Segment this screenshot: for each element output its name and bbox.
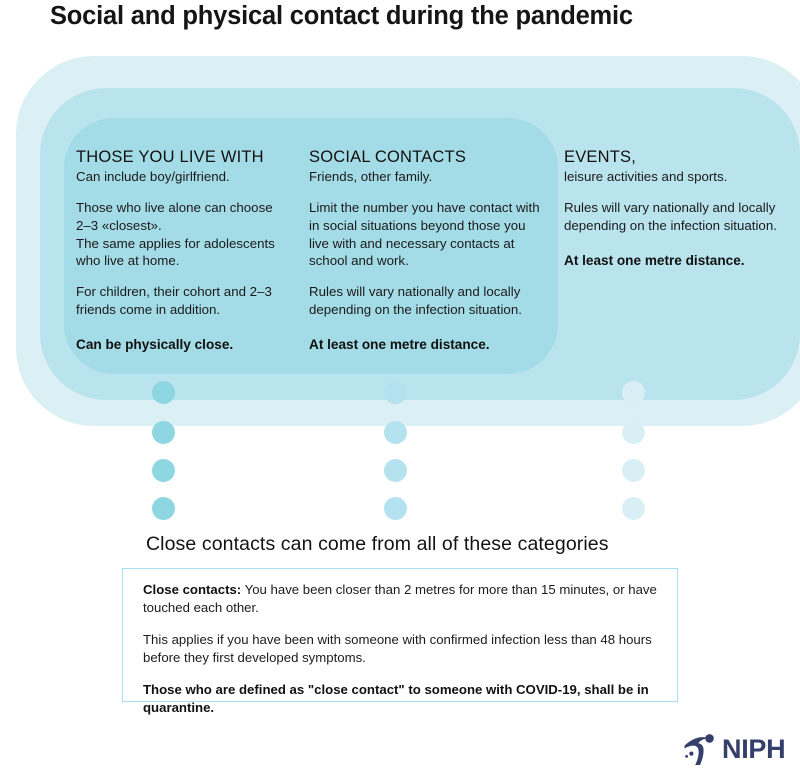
column-subtitle: leisure activities and sports. <box>564 169 728 185</box>
close-contacts-heading: Close contacts can come from all of these categories <box>146 533 609 555</box>
column-emphasis: At least one metre distance. <box>309 336 490 352</box>
column-paragraph: For children, their cohort and 2–3 friends come in addition. <box>76 284 272 317</box>
close-contacts-box <box>122 568 678 715</box>
column-those-you-live-with <box>76 148 288 354</box>
column-paragraph: Rules will vary nationally and locally depending on the infection situation. <box>564 199 777 233</box>
category-dot <box>384 497 407 520</box>
category-dot <box>384 459 407 482</box>
column-heading: EVENTS, <box>564 148 637 166</box>
niph-swoosh-figure-icon <box>683 732 719 766</box>
close-contacts-lead-label: Close contacts: <box>143 582 242 597</box>
column-social-contacts <box>309 148 543 354</box>
column-paragraph: Rules will vary nationally and locally depending on the infection situation. <box>309 284 522 317</box>
category-dot <box>622 459 645 482</box>
column-emphasis: Can be physically close. <box>76 336 234 352</box>
niph-logo <box>683 730 795 768</box>
close-contacts-emphasis: Those who are defined as "close contact" to someone with COVID-19, shall be in quarantine. <box>143 681 649 715</box>
page-title: Social and physical contact during the pandemic <box>50 2 633 30</box>
column-paragraph: The same applies for adolescents who live at home. <box>76 235 275 269</box>
column-paragraph: Limit the number you have contact with in social situations beyond those you live with and necessary contacts at school and work. <box>309 199 540 269</box>
close-contacts-lead-text: You have been closer than 2 metres for more than 15 minutes, or have touched each other. <box>143 582 657 615</box>
close-contacts-paragraph: This applies if you have been with someone with confirmed infection less than 48 hours before they first developed symptoms. <box>143 631 652 665</box>
column-events <box>564 148 800 270</box>
column-emphasis: At least one metre distance. <box>564 252 745 268</box>
column-subtitle: Can include boy/girlfriend. <box>76 169 230 185</box>
column-paragraph: Those who live alone can choose 2–3 «closest». <box>76 199 273 233</box>
category-dot <box>152 459 175 482</box>
category-dot <box>152 497 175 520</box>
niph-logo-text: NIPH <box>722 733 786 764</box>
column-heading: THOSE YOU LIVE WITH <box>76 148 264 166</box>
close-contacts-definition <box>143 581 659 617</box>
column-subtitle: Friends, other family. <box>309 169 433 185</box>
category-dot <box>622 497 645 520</box>
column-heading: SOCIAL CONTACTS <box>309 148 467 166</box>
